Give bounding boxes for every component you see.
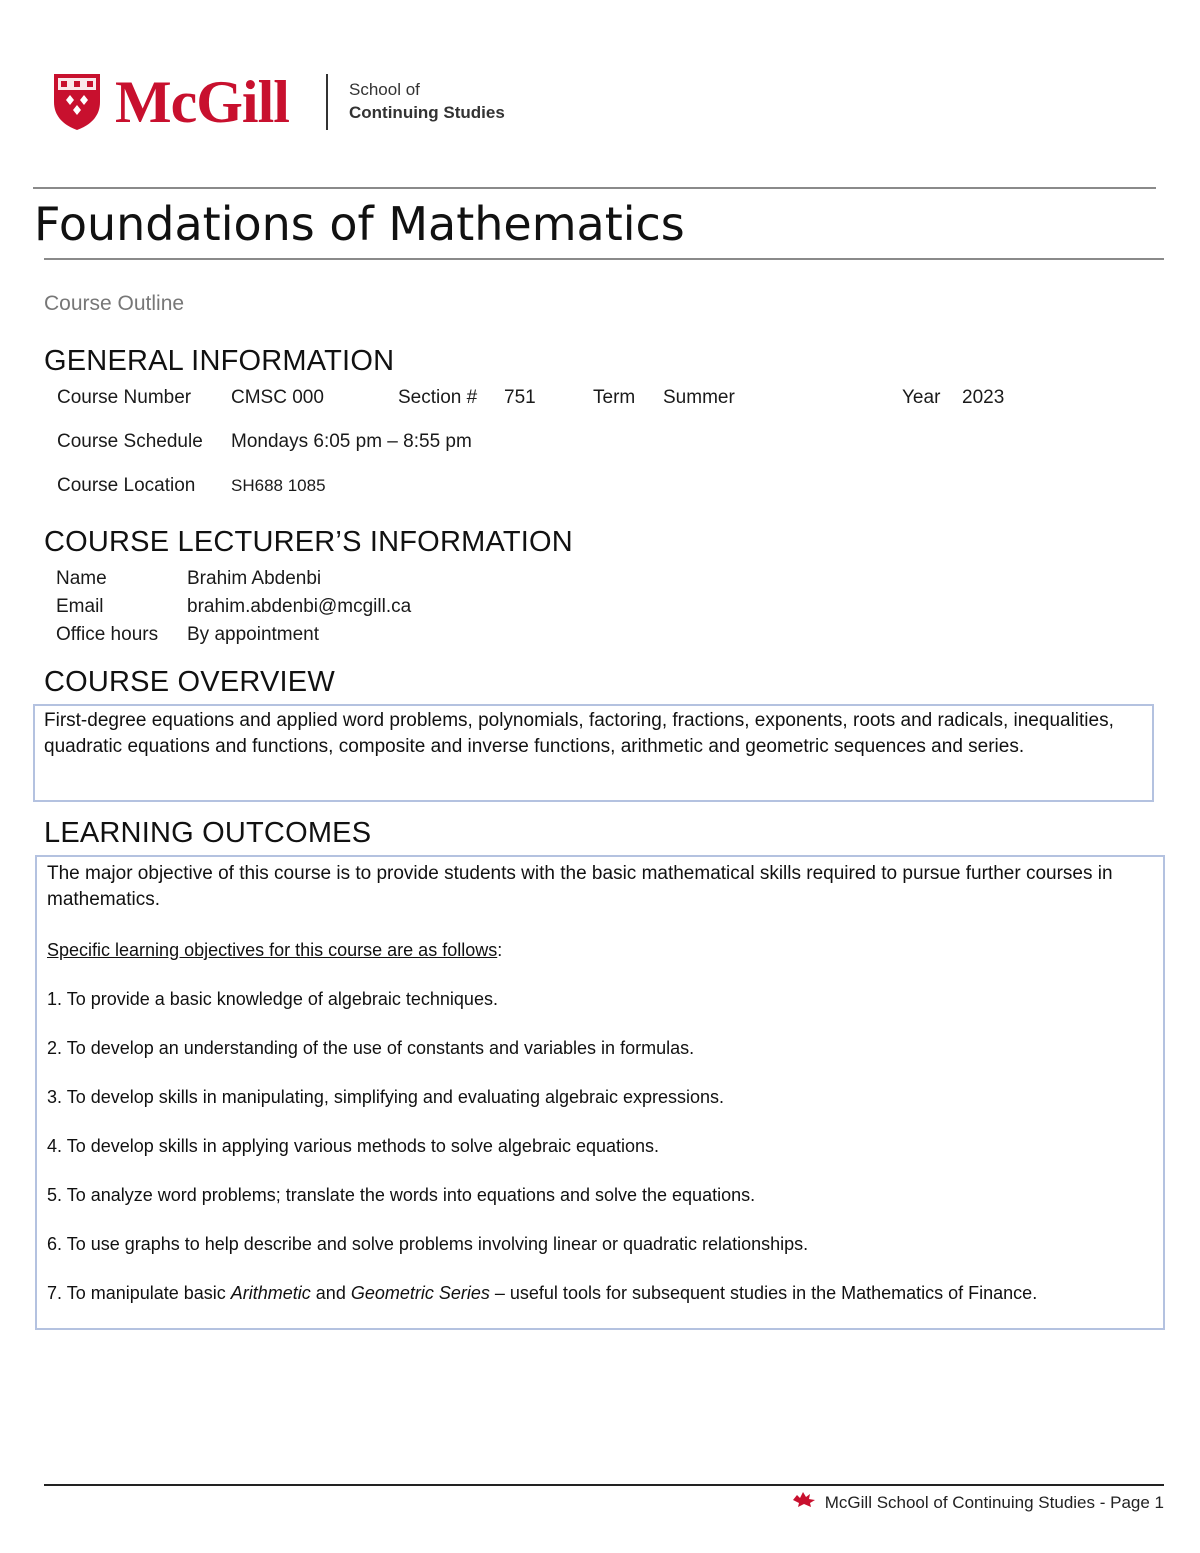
objective-item: 5. To analyze word problems; translate the words into equations and solve the equations. <box>47 1185 756 1205</box>
objective-item: 2. To develop an understanding of the use of constants and variables in formulas. <box>47 1038 695 1058</box>
section-label: Section # <box>398 387 478 408</box>
term-value: Summer <box>663 387 735 408</box>
general-info-heading: GENERAL INFORMATION <box>44 345 395 377</box>
office-hours-value: By appointment <box>187 624 320 645</box>
overview-box <box>33 704 1154 802</box>
page-subtitle: Course Outline <box>44 292 185 315</box>
objective-item: 1. To provide a basic knowledge of algebraic techniques. <box>47 989 498 1009</box>
objective-item-7: 7. To manipulate basic Arithmetic and Geometric Series – useful tools for subsequent studies in the Mathematics of Finance. <box>47 1283 1038 1303</box>
office-hours-label: Office hours <box>56 624 159 645</box>
title-rule <box>44 258 1164 260</box>
lecturer-heading: COURSE LECTURER’S INFORMATION <box>44 526 573 558</box>
objectives-heading: Specific learning objectives for this course are as follows: <box>47 940 503 960</box>
page-title: Foundations of Mathematics <box>34 197 685 251</box>
lecturer-name: Brahim Abdenbi <box>187 568 322 589</box>
lecturer-email: brahim.abdenbi@mcgill.ca <box>187 596 412 617</box>
name-label: Name <box>56 568 107 589</box>
location-label: Course Location <box>57 475 196 496</box>
mcgill-wordmark: McGill <box>115 69 289 135</box>
term-label: Term <box>593 387 636 408</box>
outcomes-intro: The major objective of this course is to provide students with the basic mathematical skills required to pursue further courses in mathematics. <box>47 863 1113 910</box>
schedule-value: Mondays 6:05 pm – 8:55 pm <box>231 431 472 452</box>
year-label: Year <box>902 387 941 408</box>
top-rule <box>33 187 1156 189</box>
school-name-line2: Continuing Studies <box>349 103 505 122</box>
footer-text: McGill School of Continuing Studies - Page 1 <box>824 1492 1164 1512</box>
course-number-label: Course Number <box>57 387 192 408</box>
logo-divider <box>326 74 328 130</box>
objective-item: 3. To develop skills in manipulating, simplifying and evaluating algebraic expressions. <box>47 1087 725 1107</box>
footer-rule <box>44 1484 1164 1486</box>
outcomes-box <box>35 855 1165 1330</box>
maple-leaf-icon <box>791 1491 817 1514</box>
objective-item: 4. To develop skills in applying various methods to solve algebraic equations. <box>47 1136 660 1156</box>
school-name-line1: School of <box>349 80 420 99</box>
mcgill-shield-icon <box>52 72 102 132</box>
overview-heading: COURSE OVERVIEW <box>44 666 335 698</box>
course-number-value: CMSC 000 <box>231 387 324 408</box>
location-value: SH688 1085 <box>231 476 326 495</box>
year-value: 2023 <box>962 387 1005 408</box>
page-footer <box>791 1491 1164 1514</box>
overview-text: First-degree equations and applied word problems, polynomials, factoring, fractions, exponents, roots and radicals, inequalities, quadratic equations and functions, composite and inverse functions, arithmetic and geometric sequences and series. <box>44 710 1114 757</box>
schedule-label: Course Schedule <box>57 431 203 452</box>
email-label: Email <box>56 596 104 617</box>
section-value: 751 <box>504 387 536 408</box>
outcomes-heading: LEARNING OUTCOMES <box>44 817 372 849</box>
objective-item: 6. To use graphs to help describe and solve problems involving linear or quadratic relationships. <box>47 1234 809 1254</box>
